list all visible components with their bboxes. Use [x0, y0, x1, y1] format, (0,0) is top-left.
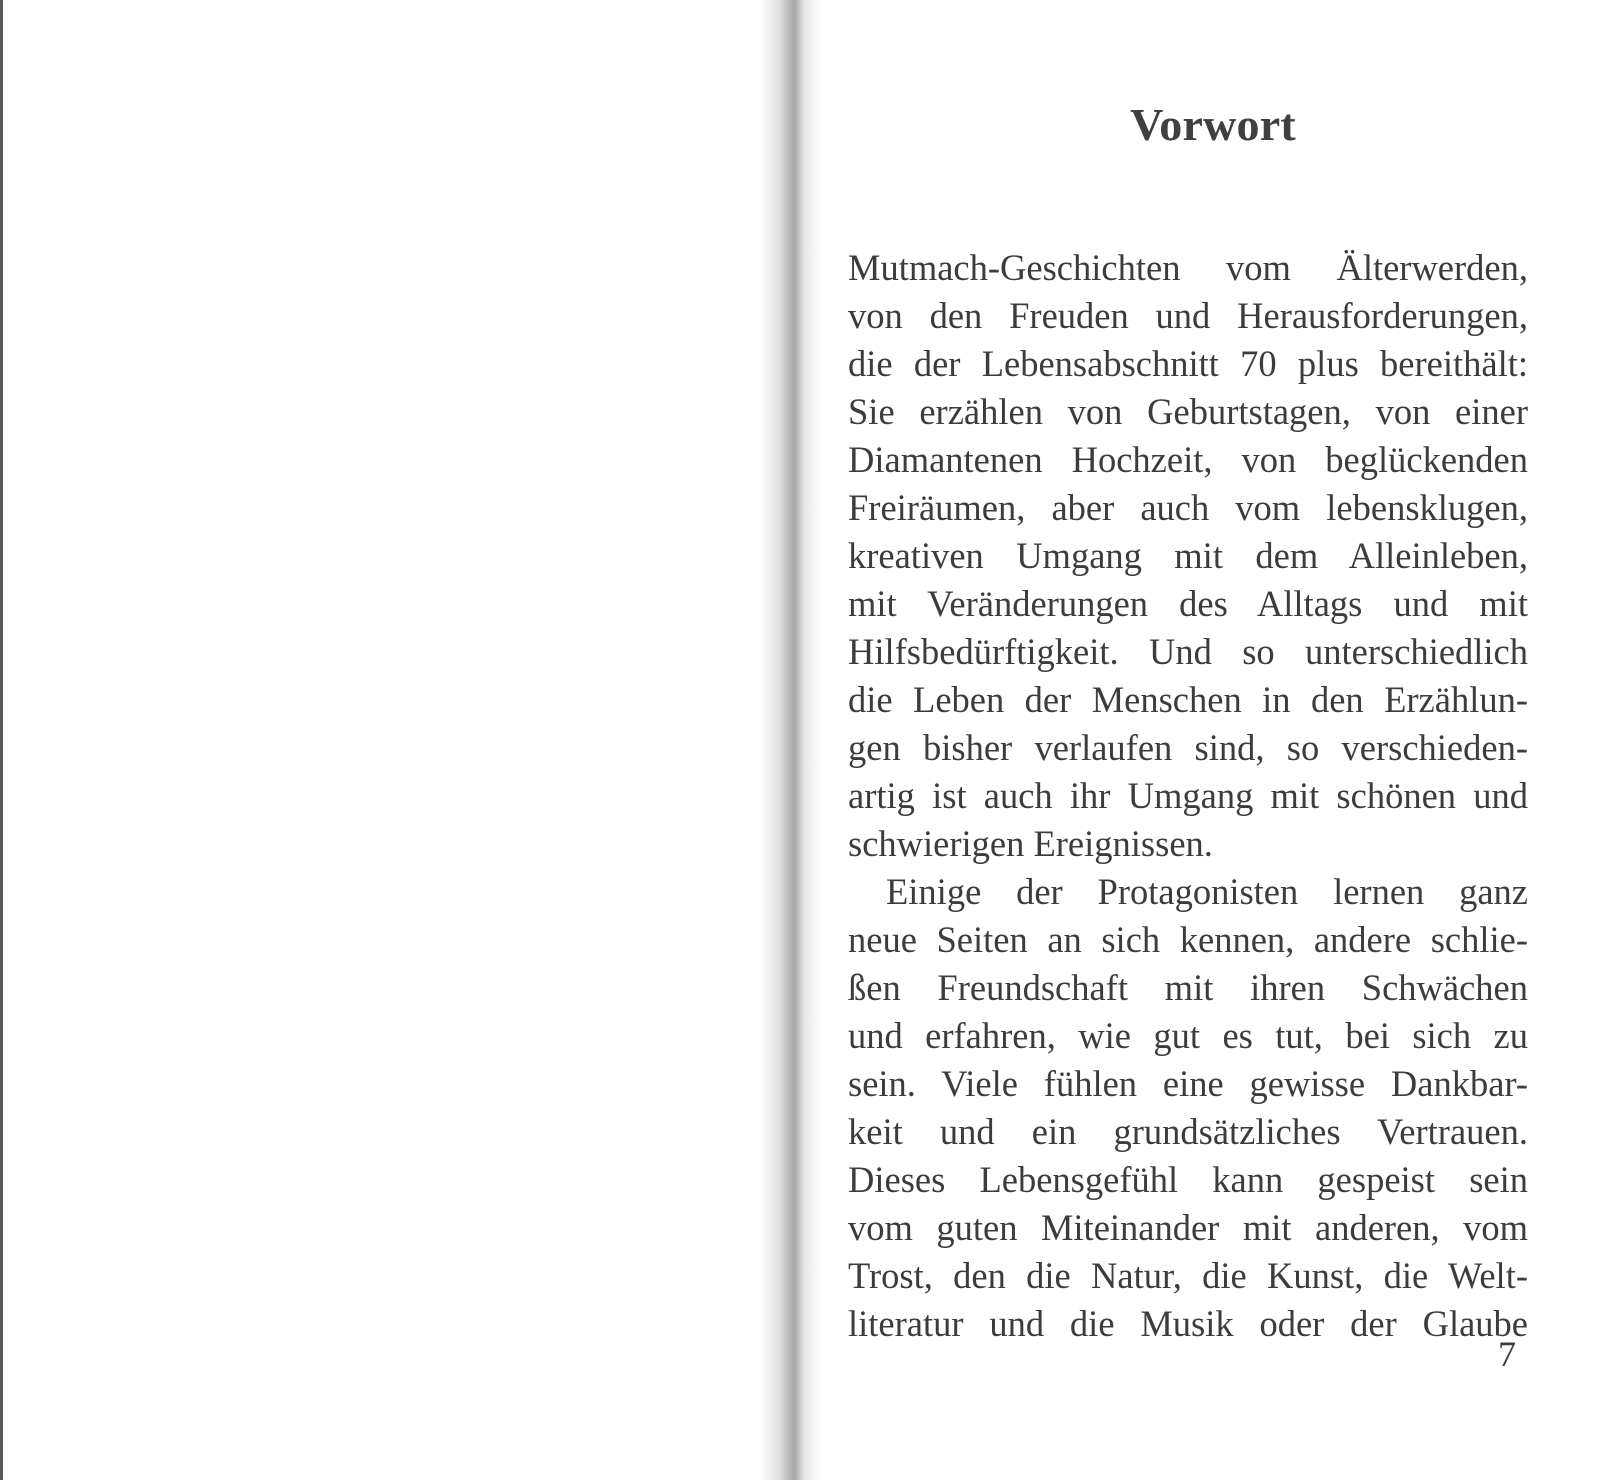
text-line: Mutmach-Geschichten vom Älterwerden, [848, 247, 1528, 288]
text-line: literatur und die Musik oder der Glaube [848, 1303, 1528, 1344]
text-line: artig ist auch ihr Umgang mit schönen und [848, 775, 1528, 816]
text-line: Freiräumen, aber auch vom lebensklugen, [848, 487, 1528, 528]
chapter-title-text: Vorwort [1130, 99, 1296, 150]
text-line: keit und ein grundsätzliches Vertrauen. [848, 1111, 1528, 1152]
text-line: Sie erzählen von Geburtstagen, von einer [848, 391, 1528, 432]
chapter-title [822, 98, 1612, 151]
text-line: ßen Freundschaft mit ihren Schwächen [848, 967, 1528, 1008]
text-line: gen bisher verlaufen sind, so verschieden- [848, 727, 1528, 768]
book-gutter-shadow [760, 0, 822, 1480]
text-line: vom guten Miteinander mit anderen, vom [848, 1207, 1528, 1248]
text-line: Trost, den die Natur, die Kunst, die Welt- [848, 1255, 1528, 1296]
text-line: schwierigen Ereignissen. [848, 823, 1213, 864]
text-line: Hilfsbedürftigkeit. Und so unterschiedlich [848, 631, 1528, 672]
page-number: 7 [1498, 1334, 1516, 1374]
text-line: die der Lebensabschnitt 70 plus bereithält: [848, 343, 1528, 384]
text-line: sein. Viele fühlen eine gewisse Dankbar- [848, 1063, 1528, 1104]
text-line: Dieses Lebensgefühl kann gespeist sein [848, 1159, 1528, 1200]
right-page [822, 0, 1612, 1480]
text-line: kreativen Umgang mit dem Alleinleben, [848, 535, 1528, 576]
text-line: Diamantenen Hochzeit, von beglückenden [848, 439, 1528, 480]
left-page-blank [3, 0, 778, 1480]
text-line: Einige der Protagonisten lernen ganz [886, 871, 1528, 912]
text-line: von den Freuden und Herausforderungen, [848, 295, 1528, 336]
text-line: neue Seiten an sich kennen, andere schlie- [848, 919, 1528, 960]
text-line: die Leben der Menschen in den Erzählun- [848, 679, 1528, 720]
text-line: und erfahren, wie gut es tut, bei sich zu [848, 1015, 1528, 1056]
body-text [848, 244, 1528, 1348]
text-line: mit Veränderungen des Alltags und mit [848, 583, 1528, 624]
